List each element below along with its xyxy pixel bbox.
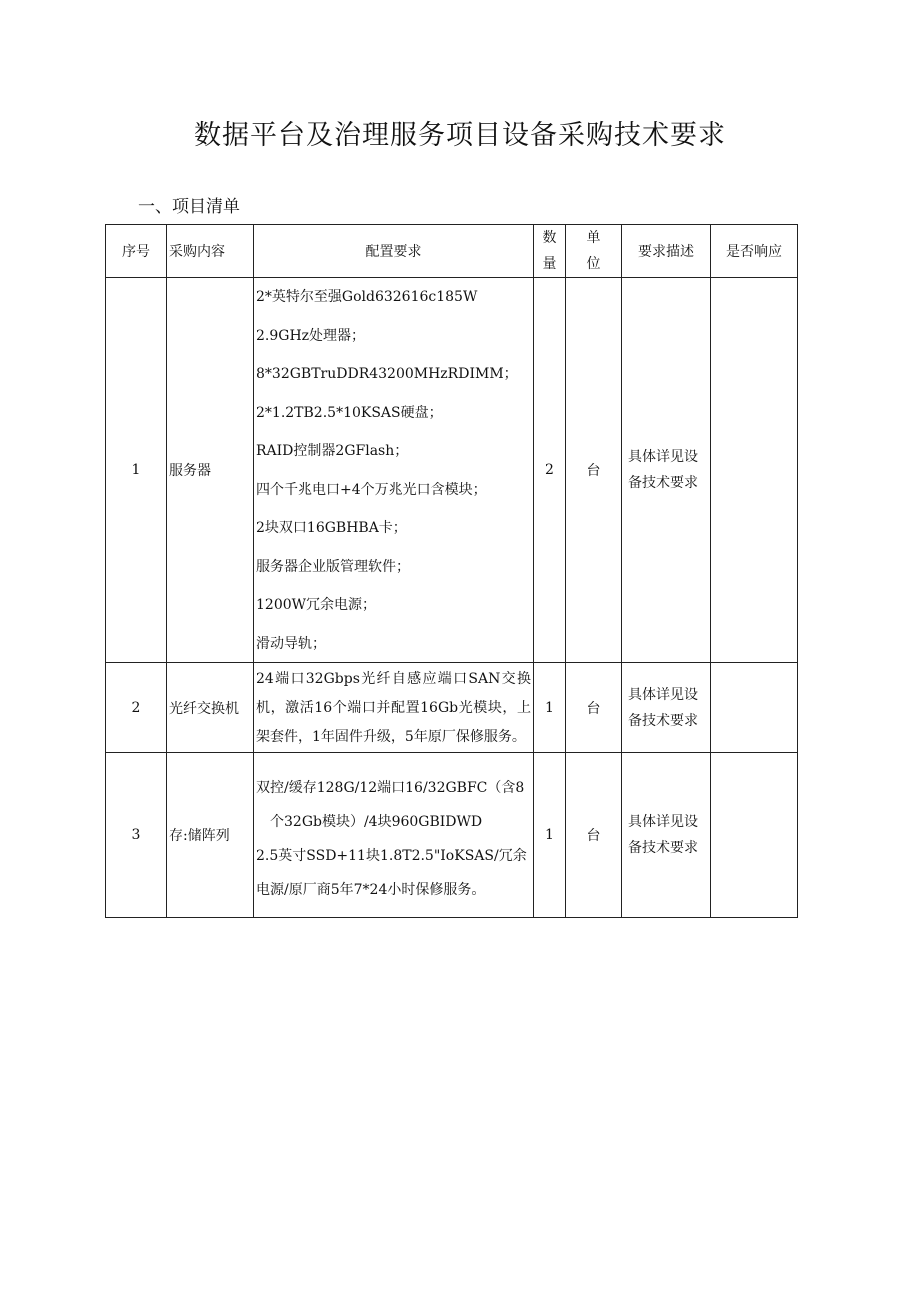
desc-line1: 具体详见设 <box>628 449 698 465</box>
spec-line: 电源/原厂商5年7*24小时保修服务。 <box>256 882 486 898</box>
row-item: 光纤交换机 <box>167 663 254 753</box>
row-desc <box>622 278 711 663</box>
row-qty: 1 <box>534 663 566 753</box>
desc-line2: 备技术要求 <box>628 475 698 491</box>
spec-line: 1200W冗余电源； <box>256 597 377 613</box>
header-unit <box>566 225 622 278</box>
spec-line: RAID控制器2GFlash； <box>256 443 409 459</box>
row-desc <box>622 753 711 918</box>
spec-paragraph: 24端口32Gbps光纤自感应端口SAN交换机，激活16个端口并配置16Gb光模块，上架套件，1年固件升级，5年原厂保修服务。 <box>256 671 531 745</box>
header-item: 采购内容 <box>167 225 254 278</box>
row-desc <box>622 663 711 753</box>
header-response: 是否响应 <box>711 225 798 278</box>
spec-line: 个32Gb模块）/4块960GBIDWD <box>270 814 483 830</box>
desc-line1: 具体详见设 <box>628 814 698 830</box>
row-spec <box>254 278 534 663</box>
header-row <box>106 225 798 278</box>
procurement-table <box>105 224 798 918</box>
spec-line: 2.9GHz处理器； <box>256 327 366 344</box>
row-spec <box>254 753 534 918</box>
header-index: 序号 <box>106 225 167 278</box>
header-qty <box>534 225 566 278</box>
table-row <box>106 663 798 753</box>
row-spec <box>254 663 534 753</box>
table-row <box>106 753 798 918</box>
row-qty: 1 <box>534 753 566 918</box>
row-index: 1 <box>106 278 167 663</box>
spec-line: 8*32GBTruDDR43200MHzRDIMM； <box>256 366 518 382</box>
spec-line: 服务器企业版管理软件； <box>256 558 410 575</box>
table-row <box>106 278 798 663</box>
row-unit: 台 <box>566 753 622 918</box>
header-unit-line2: 位 <box>586 256 601 272</box>
row-response <box>711 753 798 918</box>
spec-line: 2*英特尔至强Gold632616c185W <box>256 289 478 305</box>
row-response <box>711 663 798 753</box>
spec-line: 滑动导轨； <box>256 635 326 652</box>
row-item: 存:储阵列 <box>167 753 254 918</box>
header-unit-line1: 单 <box>586 230 601 246</box>
spec-line: 双控/缓存128G/12端口16/32GBFC（含8 <box>256 780 525 796</box>
header-spec: 配置要求 <box>254 225 534 278</box>
row-qty: 2 <box>534 278 566 663</box>
row-item: 服务器 <box>167 278 254 663</box>
desc-line2: 备技术要求 <box>628 712 698 729</box>
spec-line: 2.5英寸SSD+11块1.8T2.5"IoKSAS/冗余 <box>256 848 527 864</box>
header-qty-line1: 数 <box>542 230 557 246</box>
section-heading: 一、项目清单 <box>138 197 240 217</box>
row-index: 3 <box>106 753 167 918</box>
row-index: 2 <box>106 663 167 753</box>
desc-line2: 备技术要求 <box>628 840 698 856</box>
row-response <box>711 278 798 663</box>
spec-line: 2块双口16GBHBA卡； <box>256 520 407 536</box>
header-desc: 要求描述 <box>622 225 711 278</box>
header-qty-line2: 量 <box>542 256 557 272</box>
spec-line: 四个千兆电口+4个万兆光口含模块； <box>256 481 487 498</box>
document-title: 数据平台及治理服务项目设备采购技术要求 <box>194 120 726 151</box>
desc-line1: 具体详见设 <box>628 686 698 703</box>
spec-line: 2*1.2TB2.5*10KSAS硬盘； <box>256 404 443 421</box>
row-unit: 台 <box>566 278 622 663</box>
row-unit: 台 <box>566 663 622 753</box>
